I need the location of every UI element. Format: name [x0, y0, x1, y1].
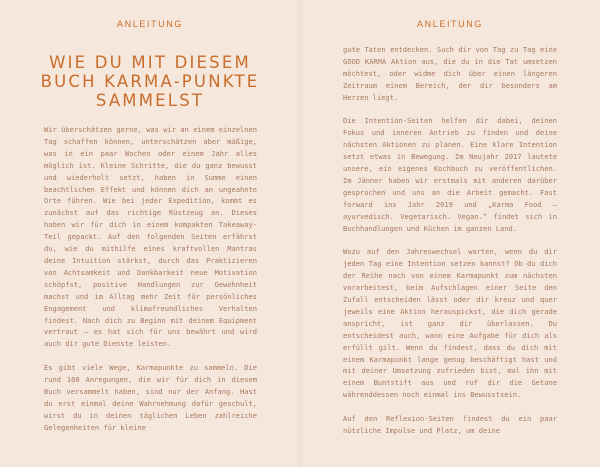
paragraph: Die Intention-Seiten helfen dir dabei, deinen Fokus und inneren Antrieb zu finden und deine nächsten Aktionen zu planen. Eine klare Intention setzt etwas in Bewegung. Im Neujahr 2017 lautete unsere, ein eigenes Kochbuch zu veröffentlichen. Im Jänner haben wir erstmals mit anderen darüber gesprochen und uns an die Arbeit gemacht. Fast forward ins Jahr 2019 und „Karma Food – ayurvedisch. Vegetarisch. Vegan.“ findet sich in Buchhandlungen und Küchen im ganzen Land. [343, 116, 557, 233]
paragraph: Wozu auf den Jahreswechsel warten, wenn du dir jeden Tag eine Intention setzen kannst? Ob du dich der Reihe nach von einem Karmapunkt zum nächsten vorarbeitest, beim Aufschlagen einer Seite den Zufall entscheiden lässt oder dir kreuz und quer jeweils eine Aktion herauspickst, die dich gerade anspricht, ist ganz dir überlassen. Du entscheidest auch, wann eine Aufgabe für dich als erfüllt gilt. Wenn du findest, dass du dich mit einem Karmapunkt lange genug beschäftigt hast und mit deiner Umsetzung zufrieden bist, mal ihn mit einem Buntstift aus und ruf dir die Getane währenddessen noch einmal ins Bewusstsein. [343, 247, 557, 400]
paragraph: Wir überschätzen gerne, was wir an einem einzelnen Tag schaffen können, unterschätzen aber mäßige, was in ein paar Wochen oder einem Jahr alles möglich ist. Kleine Schritte, die du ganz bewusst und wiederholt setzt, haben in Summe einen beachtlichen Effekt und können dich an ungeahnte Orte führen. Wie bei jeder Expedition, kommt es zunächst auf das richtige Rüstzeug an. Dieses haben wir für dich in einem kompakten Takeaway-Teil gepackt. Auf den folgenden Seiten erfährst du, wie du mithilfe eines kraftvollen Mantras deine Intuition stärkst, durch das Praktizieren von Achtsamkeit und Dankbarkeit neue Motivation schöpfst, positive Handlungen zur Gewohnheit machst und im Alltag mehr Zeit für persönliches Engagement und klimafreundliches Verhalten findest. Nach dich zu Beginn mit deinem Equipment vertraut – es hat sich für uns bewährt und wird auch dir gute Dienste leisten. [44, 125, 257, 349]
paragraph: Auf den Reflexion-Seiten findest du ein paar nützliche Impulse und Platz, um deine [343, 414, 557, 435]
chapter-title: WIE DU MIT DIESEM BUCH KARMA-PUNKTE SAMMELST [40, 53, 260, 110]
right-page [300, 0, 600, 467]
right-body-text [343, 44, 557, 449]
paragraph: gute Taten entdecken. Such dir von Tag zu Tag eine GOOD KARMA Aktion aus, die du in die Tat umsetzen möchtest, oder widme dich über einen längeren Zeitraum einem Bereich, der dir besonders am Herzen liegt. [343, 45, 557, 102]
right-running-head: ANLEITUNG [417, 19, 483, 29]
left-body-text [44, 124, 257, 445]
left-running-head: ANLEITUNG [117, 19, 183, 29]
paragraph: Es gibt viele Wege, Karmapunkte zu sammeln. Die rund 100 Anregungen, die wir für dich in diesem Buch versammelt haben, sind nur der Anfang. Hast du erst einmal deine Wahrnehmung dafür geschult, wirst du in deinen täglichen Leben zahlreiche Gelegenheiten für kleine [44, 363, 257, 432]
